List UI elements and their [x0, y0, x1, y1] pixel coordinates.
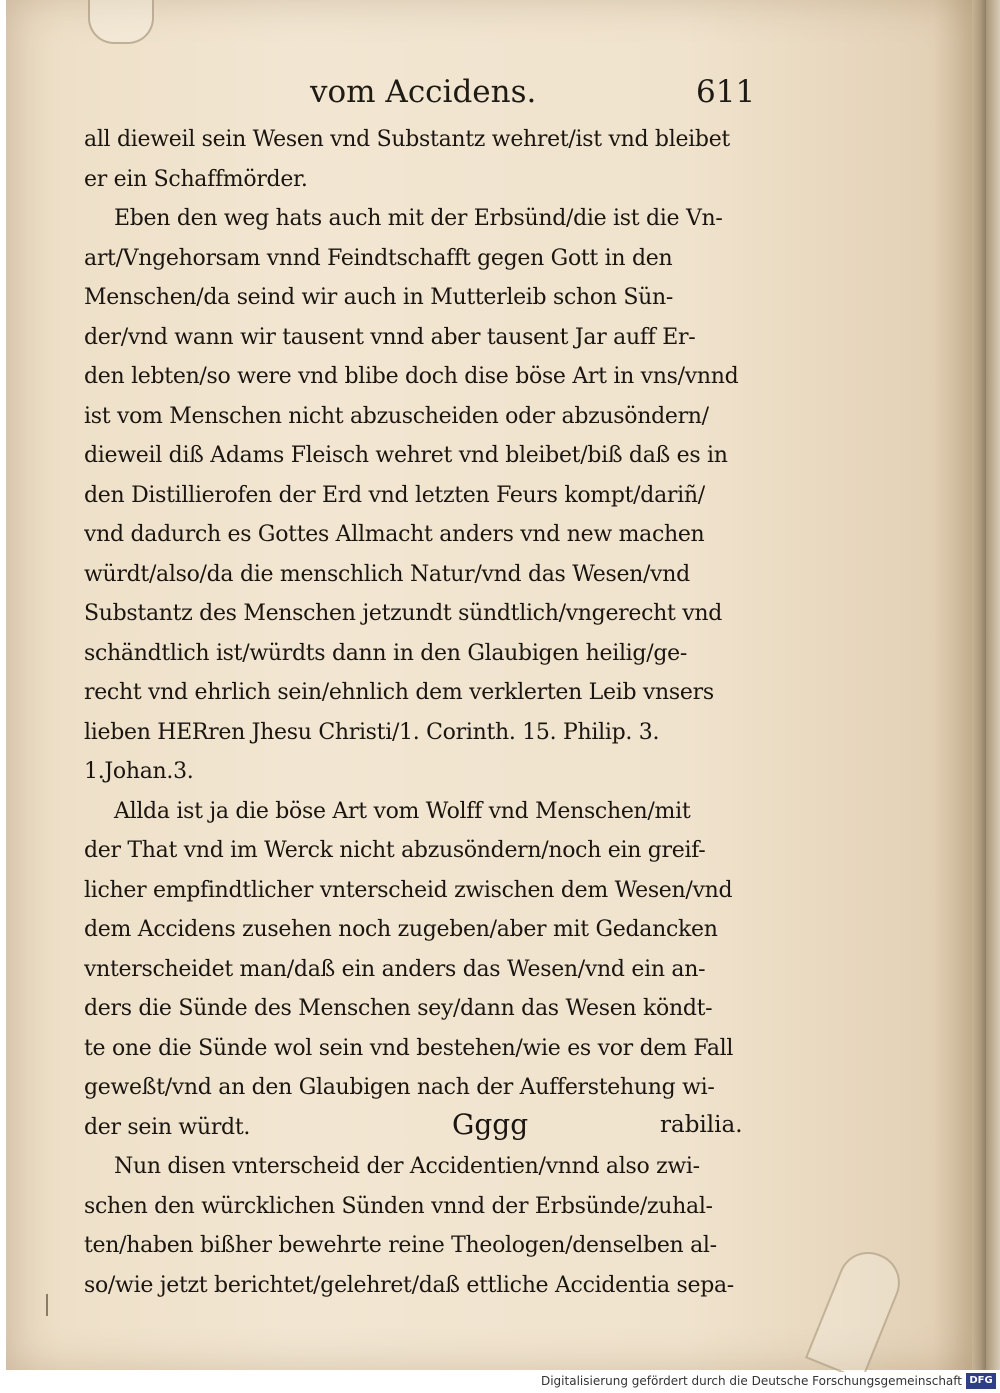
text-line: er ein Schaffmörder. [84, 166, 308, 192]
text-line: würdt/also/da die menschlich Natur/vnd das Wesen/vnd [84, 561, 690, 587]
text-line: Nun disen vnterscheid der Accidentien/vnnd also zwi- [114, 1154, 700, 1179]
catchword: rabilia. [660, 1112, 743, 1138]
text-line: licher empfindtlicher vnterscheid zwischen dem Wesen/vnd [84, 877, 733, 903]
funding-credit: Digitalisierung gefördert durch die Deutsche Forschungsgemeinschaft [540, 1374, 962, 1388]
body-text-block [84, 120, 752, 1305]
text-line: art/Vngehorsam vnnd Feindtschafft gegen Gott in den [84, 245, 673, 271]
text-line: ist vom Menschen nicht abzuscheiden oder abzusöndern/ [84, 403, 709, 429]
text-line: der That vnd im Werck nicht abzusöndern/noch ein greif- [84, 838, 706, 863]
text-line: Menschen/da seind wir auch in Mutterleib schon Sün- [84, 285, 674, 310]
text-line: vnd dadurch es Gottes Allmacht anders vnd new machen [84, 522, 705, 547]
dfg-logo-icon: DFG [966, 1373, 996, 1389]
signature-mark: Gggg [452, 1108, 529, 1141]
text-line: schen den würcklichen Sünden vnnd der Erbsünde/zuhal- [84, 1193, 713, 1219]
text-line: der sein würdt. [84, 1114, 251, 1140]
text-line: 1.Johan.3. [84, 759, 194, 784]
page-holder-clip-top [88, 0, 154, 44]
text-line: Eben den weg hats auch mit der Erbsünd/die ist die Vn- [114, 206, 723, 231]
page-edge-stack [986, 0, 1000, 1370]
text-line: all dieweil sein Wesen vnd Substantz wehret/ist vnd bleibet [84, 127, 730, 152]
text-line: vnterscheidet man/daß ein anders das Wesen/vnd ein an- [84, 956, 706, 982]
page-number: 611 [696, 74, 756, 110]
digitization-footer [0, 1372, 1000, 1393]
text-line: geweßt/vnd an den Glaubigen nach der Aufferstehung wi- [84, 1075, 715, 1100]
text-line: lieben HERren Jhesu Christi/1. Corinth. 15. Philip. 3. [84, 719, 660, 745]
text-line: Substantz des Menschen jetzundt sündtlich/vngerecht vnd [84, 601, 723, 626]
text-line: ten/haben bißher bewehrte reine Theologen/denselben al- [84, 1233, 717, 1258]
text-line: recht vnd ehrlich sein/ehnlich dem verklerten Leib vnsers [84, 680, 714, 705]
text-line: te one die Sünde wol sein vnd bestehen/wie es vor dem Fall [84, 1035, 734, 1061]
text-line: Allda ist ja die böse Art vom Wolff vnd Menschen/mit [114, 798, 691, 824]
text-line: dem Accidens zusehen noch zugeben/aber mit Gedancken [84, 917, 718, 942]
text-line: den Distillierofen der Erd vnd letzten Feurs kompt/dariñ/ [84, 482, 705, 508]
text-line: dieweil diß Adams Fleisch wehret vnd bleibet/biß daß es in [84, 443, 728, 468]
text-line: den lebten/so were vnd blibe doch dise böse Art in vns/vnnd [84, 364, 739, 389]
page-edge-shadow [972, 0, 986, 1370]
text-line: der/vnd wann wir tausent vnnd aber tausent Jar auff Er- [84, 324, 696, 350]
running-title: vom Accidens. [310, 74, 537, 110]
text-line: ders die Sünde des Menschen sey/dann das Wesen köndt- [84, 996, 713, 1021]
text-line: so/wie jetzt berichtet/gelehret/daß ettliche Accidentia sepa- [84, 1272, 734, 1298]
margin-mark [46, 1294, 48, 1316]
text-line: schändtlich ist/würdts dann in den Glaubigen heilig/ge- [84, 640, 687, 666]
